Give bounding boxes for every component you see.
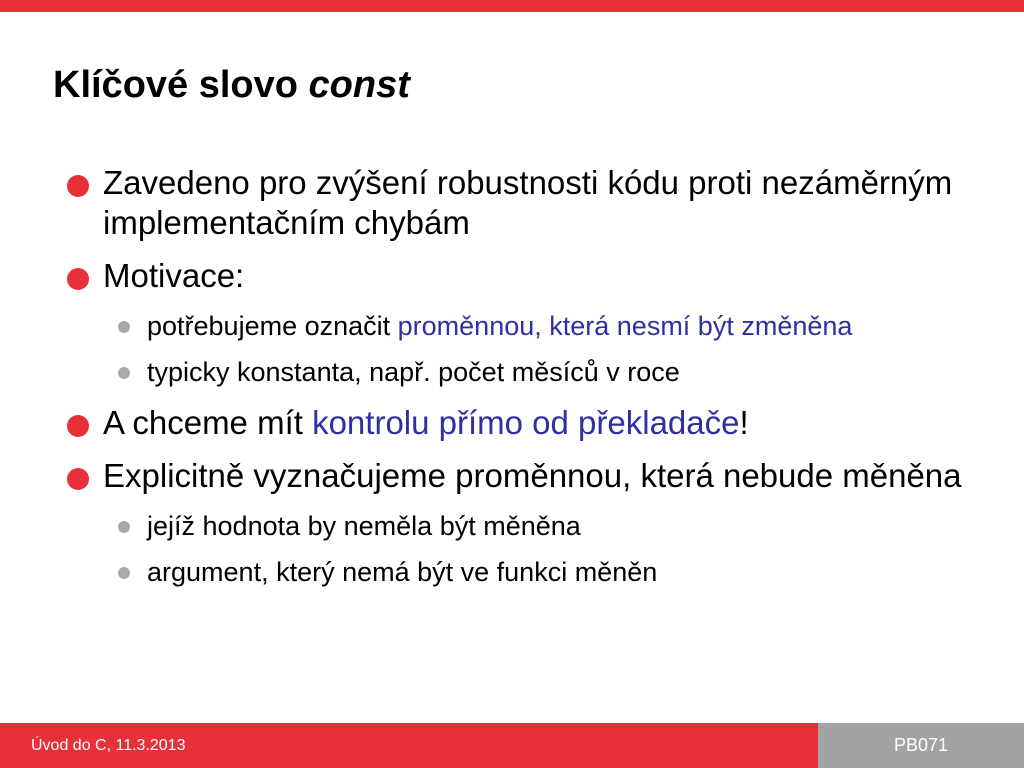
sub-bullet-item xyxy=(66,309,996,344)
bullet-text: Explicitně vyznačujeme proměnnou, která nebude měněna xyxy=(103,457,962,494)
title-text: Klíčové slovo xyxy=(53,64,309,106)
sub-bullet-text: jejíž hodnota by neměla být měněna xyxy=(147,511,581,541)
footer-course-date: Úvod do C, 11.3.2013 xyxy=(31,737,186,754)
gray-bullet-icon xyxy=(118,321,130,333)
bullet-item xyxy=(66,256,996,296)
top-accent-bar xyxy=(0,0,1024,12)
slide-title xyxy=(53,62,410,108)
slide-content xyxy=(66,163,996,603)
bullet-item xyxy=(66,163,996,243)
sub-bullet-highlight: proměnnou, která nesmí být změněna xyxy=(397,311,853,341)
footer-code-box xyxy=(818,723,1024,768)
red-bullet-icon xyxy=(67,268,89,290)
sub-bullet-text: typicky konstanta, např. počet měsíců v roce xyxy=(147,357,680,387)
course-code: PB071 xyxy=(894,735,949,755)
sub-list xyxy=(66,509,996,590)
gray-bullet-icon xyxy=(118,521,130,533)
bullet-text: A chceme mít xyxy=(103,404,313,441)
bullet-text: Zavedeno pro zvýšení robustnosti kódu proti nezáměrným implementačním chybám xyxy=(103,164,953,241)
bullet-text: Motivace: xyxy=(103,257,245,294)
sub-bullet-item xyxy=(66,509,996,544)
red-bullet-icon xyxy=(67,175,89,197)
gray-bullet-icon xyxy=(118,567,130,579)
bullet-item xyxy=(66,403,996,443)
title-keyword: const xyxy=(308,64,410,106)
sub-bullet-text: potřebujeme označit xyxy=(147,311,398,341)
footer-bar xyxy=(0,723,818,768)
gray-bullet-icon xyxy=(118,367,130,379)
sub-list xyxy=(66,309,996,390)
red-bullet-icon xyxy=(67,415,89,437)
bullet-text-end: ! xyxy=(739,404,749,441)
sub-bullet-text: argument, který nemá být ve funkci měněn xyxy=(147,557,658,587)
bullet-highlight: kontrolu přímo od překladače xyxy=(312,404,740,441)
sub-bullet-item xyxy=(66,355,996,390)
red-bullet-icon xyxy=(67,468,89,490)
bullet-item xyxy=(66,456,996,496)
sub-bullet-item xyxy=(66,555,996,590)
